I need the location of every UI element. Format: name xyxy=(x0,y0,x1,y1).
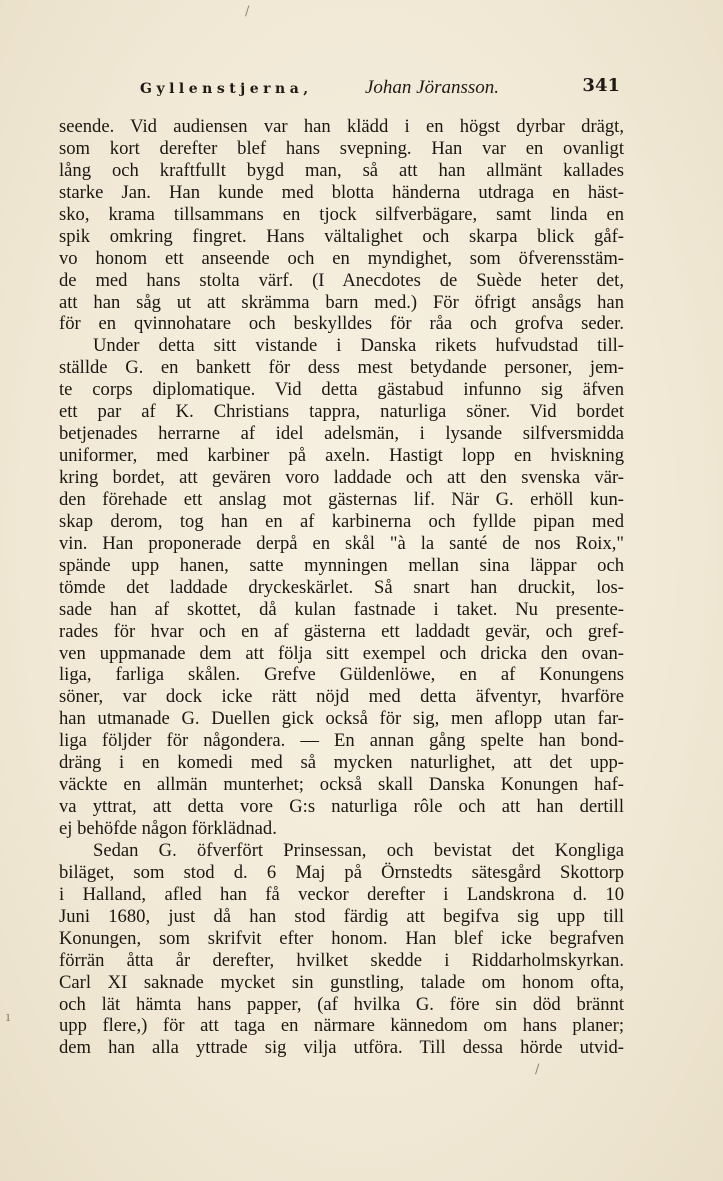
text-line: starke Jan. Han kunde med blotta händerna utdraga en häst- xyxy=(59,181,624,203)
text-line: sade han af skottet, då kulan fastnade i taket. Nu presente- xyxy=(59,598,624,620)
running-header xyxy=(140,75,620,102)
text-line: som kort derefter blef hans svepning. Han var en ovanligt xyxy=(59,137,624,159)
text-line: spände upp hanen, satte mynningen mellan sina läppar och xyxy=(59,554,624,576)
text-line: de med hans stolta värf. (I Anecdotes de Suède heter det, xyxy=(59,269,624,291)
text-line: seende. Vid audiensen var han klädd i en högst dyrbar drägt, xyxy=(59,116,624,137)
text-line: kring bordet, att gevären voro laddade och att den svenska vär- xyxy=(59,467,624,488)
text-line: lång och kraftfullt bygd man, så att han allmänt kallades xyxy=(59,159,624,181)
text-line: uniformer, med karbiner på axeln. Hastigt lopp en hviskning xyxy=(59,445,624,467)
text-line: skap derom, tog han en af karbinerna och fyllde pipan med xyxy=(59,510,624,532)
text-line: den förehade ett anslag mot gästernas lif. När G. erhöll kun- xyxy=(59,488,624,510)
text-line: te corps diplomatique. Vid detta gästabud infunno sig äfven xyxy=(59,379,624,401)
text-line: spik omkring fingret. Hans vältalighet och skarpa blick gåf- xyxy=(59,225,624,247)
text-line: Konungen, som skrifvit efter honom. Han blef icke begrafven xyxy=(59,927,624,949)
paragraph-end-line: ej behöfde någon förklädnad. xyxy=(59,818,277,839)
page-number: 341 xyxy=(582,75,620,96)
text-line: att han såg ut att skrämma barn med.) För öfrigt ansågs han xyxy=(59,291,624,313)
text-line: förrän åtta år derefter, hvilket skedde i Riddarholmskyrkan. xyxy=(59,949,624,971)
text-line: Carl XI saknade mycket sin gunstling, talade om honom ofta, xyxy=(59,971,624,993)
text-line: och lät hämta hans papper, (af hvilka G. före sin död brännt xyxy=(59,993,624,1015)
text-line: väckte en allmän munterhet; också skall Danska Konungen haf- xyxy=(59,774,624,796)
text-line: liga följder för någondera. — En annan gång spelte han bond- xyxy=(59,730,624,752)
paragraph-start-line: Under detta sitt vistande i Danska rikets hufvudstad till- xyxy=(93,335,624,357)
text-line: vin. Han proponerade derpå en skål "à la santé de nos Roix," xyxy=(59,532,624,554)
text-line: han utmanade G. Duellen gick också för sig, men aflopp utan far- xyxy=(59,708,624,730)
text-line: sko, krama tillsammans en tjock silfverbägare, samt linda en xyxy=(59,203,624,225)
running-head-surname: Gyllenstjerna, xyxy=(140,81,313,97)
running-head-given-name: Johan Jöransson. xyxy=(365,77,500,98)
text-line: dem han alla yttrade sig vilja utföra. Till dessa hörde utvid- xyxy=(59,1037,624,1059)
text-line: ett par af K. Christians tappra, naturliga söner. Vid bordet xyxy=(59,401,624,423)
ink-speck: / xyxy=(535,1062,540,1077)
margin-mark: ı xyxy=(6,1010,11,1025)
paragraph-start-line: Sedan G. öfverfört Prinsessan, och bevistat det Kongliga xyxy=(93,839,624,861)
text-line: tömde det laddade dryckeskärlet. Så snart han druckit, los- xyxy=(59,576,624,598)
text-line: i Halland, afled han få veckor derefter i Landskrona d. 10 xyxy=(59,883,624,905)
body-text xyxy=(59,116,624,1059)
text-line: ven uppmanade dem att följa sitt exempel och dricka den ovan- xyxy=(59,642,624,664)
text-line: Juni 1680, just då han stod färdig att begifva sig upp till xyxy=(59,905,624,927)
text-line: upp flere,) för att taga en närmare kännedom om hans planer; xyxy=(59,1015,624,1037)
text-line: biläget, som stod d. 6 Maj på Örnstedts sätesgård Skottorp xyxy=(59,861,624,883)
text-line: vo honom ett anseende och en myndighet, som öfverensstäm- xyxy=(59,247,624,269)
text-line: söner, var dock icke rätt nöjd med detta äfventyr, hvarföre xyxy=(59,686,624,708)
text-line: betjenades herrarne af idel adelsmän, i lysande silfversmidda xyxy=(59,423,624,445)
text-line: för en qvinnohatare och beskylldes för råa och grofva seder. xyxy=(59,313,624,335)
text-line: rades för hvar och en af gästerna ett laddadt gevär, och gref- xyxy=(59,620,624,642)
text-line: ställde G. en bankett för dess mest betydande personer, jem- xyxy=(59,357,624,379)
ink-speck: / xyxy=(245,4,250,19)
text-line: dräng i en komedi med så mycken naturlighet, att det upp- xyxy=(59,752,624,774)
text-line: liga, farliga skålen. Grefve Güldenlöwe, en af Konungens xyxy=(59,664,624,686)
text-line: va yttrat, att detta vore G:s naturliga rôle och att han dertill xyxy=(59,796,624,818)
